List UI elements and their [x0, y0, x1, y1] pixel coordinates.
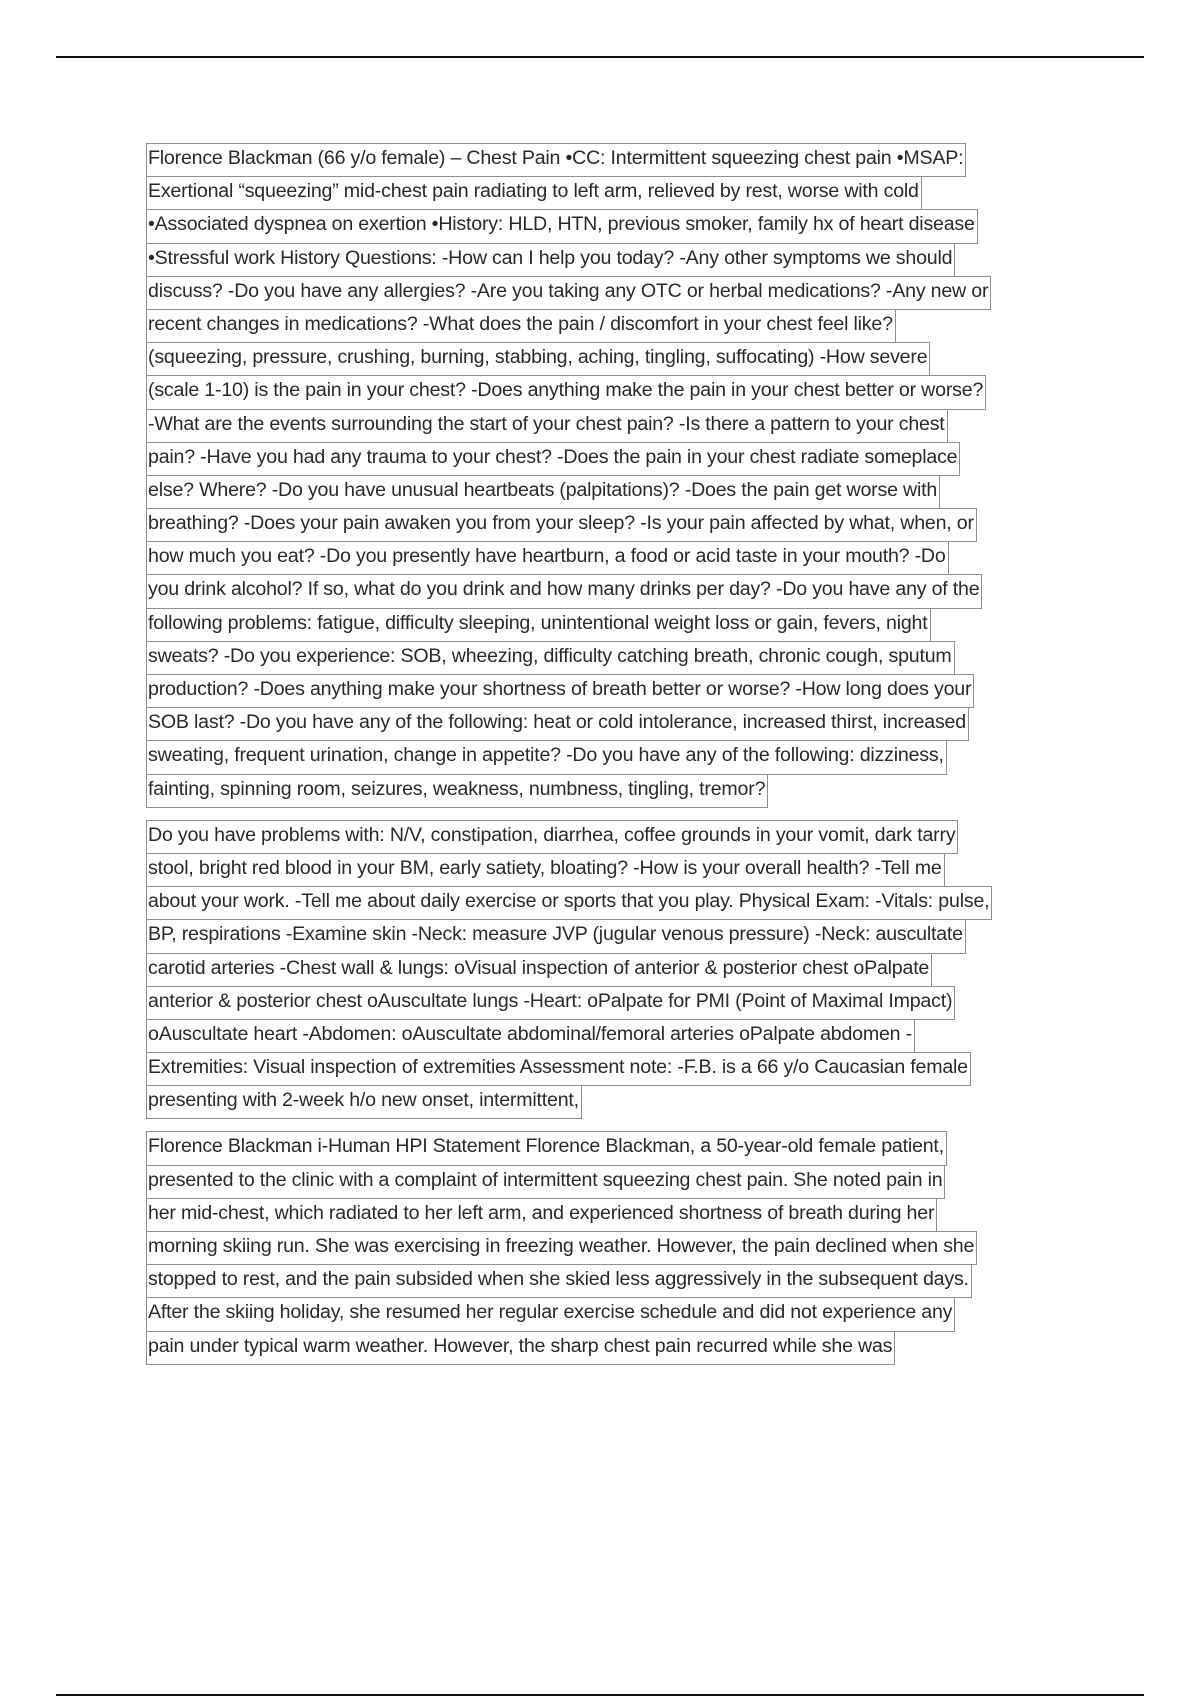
text-line: else? Where? -Do you have unusual heartbeats (palpitations)? -Does the pain get worse with — [146, 475, 940, 509]
text-line: production? -Does anything make your shortness of breath better or worse? -How long does your — [146, 674, 974, 708]
text-line: carotid arteries -Chest wall & lungs: oVisual inspection of anterior & posterior chest oPalpate — [146, 953, 932, 987]
text-line: pain under typical warm weather. However, the sharp chest pain recurred while she was — [146, 1331, 895, 1365]
text-line: BP, respirations -Examine skin -Neck: measure JVP (jugular venous pressure) -Neck: auscultate — [146, 919, 966, 953]
text-line: -What are the events surrounding the start of your chest pain? -Is there a pattern to your chest — [146, 409, 948, 443]
text-line: (scale 1-10) is the pain in your chest? -Does anything make the pain in your chest better or worse? — [146, 375, 986, 409]
text-line: recent changes in medications? -What does the pain / discomfort in your chest feel like? — [146, 309, 896, 343]
text-line: (squeezing, pressure, crushing, burning, stabbing, aching, tingling, suffocating) -How severe — [146, 342, 930, 376]
text-line: presenting with 2-week h/o new onset, intermittent, — [146, 1085, 582, 1119]
text-line: presented to the clinic with a complaint of intermittent squeezing chest pain. She noted pain in — [146, 1165, 945, 1199]
text-line: •Stressful work History Questions: -How can I help you today? -Any other symptoms we should — [146, 243, 955, 277]
text-line: sweating, frequent urination, change in appetite? -Do you have any of the following: dizziness, — [146, 740, 947, 774]
text-line: Extremities: Visual inspection of extremities Assessment note: -F.B. is a 66 y/o Caucasian female — [146, 1052, 971, 1086]
text-line: about your work. -Tell me about daily exercise or sports that you play. Physical Exam: -Vitals: pulse, — [146, 886, 992, 920]
text-line: breathing? -Does your pain awaken you from your sleep? -Is your pain affected by what, when, or — [146, 508, 977, 542]
text-line: Florence Blackman i-Human HPI Statement Florence Blackman, a 50-year-old female patient, — [146, 1131, 947, 1165]
text-line: •Associated dyspnea on exertion •History: HLD, HTN, previous smoker, family hx of heart disease — [146, 209, 978, 243]
paragraph — [146, 820, 1096, 1120]
text-line: fainting, spinning room, seizures, weakness, numbness, tingling, tremor? — [146, 774, 768, 808]
paragraph — [146, 143, 1096, 808]
text-line: stopped to rest, and the pain subsided when she skied less aggressively in the subsequent days. — [146, 1264, 972, 1298]
text-line: Exertional “squeezing” mid-chest pain radiating to left arm, relieved by rest, worse with cold — [146, 176, 922, 210]
text-line: discuss? -Do you have any allergies? -Are you taking any OTC or herbal medications? -Any new or — [146, 276, 991, 310]
text-line: Do you have problems with: N/V, constipation, diarrhea, coffee grounds in your vomit, dark tarry — [146, 820, 958, 854]
header-rule — [56, 56, 1144, 58]
text-line: morning skiing run. She was exercising in freezing weather. However, the pain declined when she — [146, 1231, 977, 1265]
text-line: oAuscultate heart -Abdomen: oAuscultate abdominal/femoral arteries oPalpate abdomen - — [146, 1019, 915, 1053]
text-line: following problems: fatigue, difficulty sleeping, unintentional weight loss or gain, fevers, night — [146, 608, 931, 642]
text-line: her mid-chest, which radiated to her left arm, and experienced shortness of breath during her — [146, 1198, 937, 1232]
text-line: anterior & posterior chest oAuscultate lungs -Heart: oPalpate for PMI (Point of Maximal Impact) — [146, 986, 955, 1020]
text-line: SOB last? -Do you have any of the following: heat or cold intolerance, increased thirst, increased — [146, 707, 969, 741]
footer-rule — [56, 1694, 1144, 1696]
text-line: After the skiing holiday, she resumed her regular exercise schedule and did not experience any — [146, 1297, 955, 1331]
text-line: how much you eat? -Do you presently have heartburn, a food or acid taste in your mouth? -Do — [146, 541, 949, 575]
paragraph — [146, 1131, 1096, 1364]
text-line: sweats? -Do you experience: SOB, wheezing, difficulty catching breath, chronic cough, sputum — [146, 641, 955, 675]
text-line: stool, bright red blood in your BM, early satiety, bloating? -How is your overall health? -Tell me — [146, 853, 945, 887]
document-body — [146, 144, 1096, 1378]
text-line: you drink alcohol? If so, what do you drink and how many drinks per day? -Do you have any of the — [146, 574, 982, 608]
text-line: pain? -Have you had any trauma to your chest? -Does the pain in your chest radiate someplace — [146, 442, 960, 476]
text-line: Florence Blackman (66 y/o female) – Chest Pain •CC: Intermittent squeezing chest pain •MSAP: — [146, 143, 966, 177]
